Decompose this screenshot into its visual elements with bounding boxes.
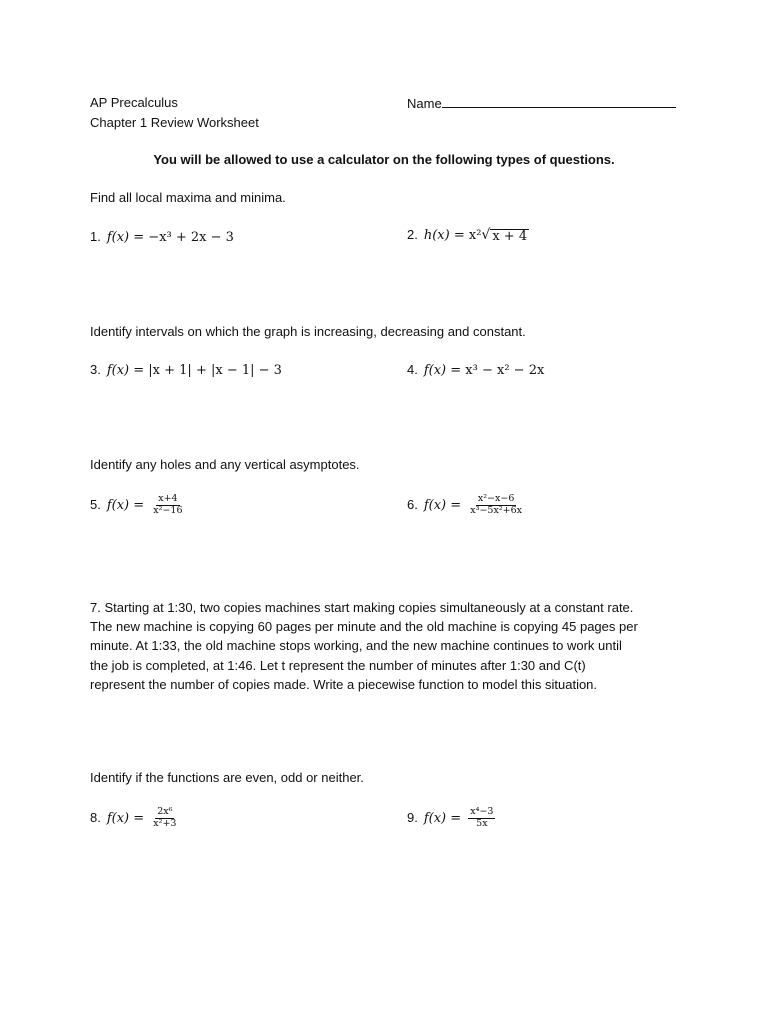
question-7-line: the job is completed, at 1:46. Let t represent the number of minutes after 1:30 and C(t)	[90, 657, 586, 673]
question-3-lhs: f(x) =	[106, 363, 149, 378]
question-5-denominator: x²−16	[153, 504, 183, 516]
question-6-numerator: x²−x−6	[477, 493, 515, 504]
question-8-number: 8.	[90, 809, 101, 825]
question-3	[90, 362, 282, 378]
question-5-fraction	[151, 494, 184, 517]
worksheet-title: Chapter 1 Review Worksheet	[90, 115, 259, 130]
question-2	[407, 227, 529, 245]
question-9	[407, 807, 495, 830]
question-8	[90, 807, 178, 830]
question-5-numerator: x+4	[158, 493, 178, 504]
section-asymptotes-instruction: Identify any holes and any vertical asymptotes.	[90, 457, 360, 472]
question-7-line: The new machine is copying 60 pages per minute and the old machine is copying 45 pages per	[90, 619, 638, 635]
name-field	[407, 95, 676, 111]
course-title: AP Precalculus	[90, 95, 178, 110]
question-9-numerator: x⁴−3	[470, 806, 494, 817]
section-evenodd-instruction: Identify if the functions are even, odd or neither.	[90, 770, 364, 785]
question-4-rhs: x³ − x² − 2x	[465, 363, 545, 378]
question-2-radicand: x + 4	[492, 229, 528, 244]
question-2-lhs: h(x) =	[423, 228, 469, 243]
question-2-number: 2.	[407, 227, 418, 242]
radical-sign-icon: √	[481, 227, 491, 243]
question-8-denominator: x²+3	[153, 817, 177, 829]
question-6	[407, 494, 524, 517]
question-5-lhs: f(x) =	[106, 497, 149, 513]
question-6-denominator: x³−5x²+6x	[470, 504, 522, 516]
name-blank-line	[442, 95, 676, 108]
name-label: Name	[407, 96, 442, 111]
question-9-lhs: f(x) =	[423, 810, 466, 826]
question-1-rhs: −x³ + 2x − 3	[148, 230, 234, 245]
question-1-number: 1.	[90, 229, 101, 244]
section-maxmin-instruction: Find all local maxima and minima.	[90, 190, 286, 205]
question-4	[407, 362, 544, 378]
question-7-line: minute. At 1:33, the old machine stops working, and the new machine continues to work until	[90, 638, 622, 654]
question-7-line: 7. Starting at 1:30, two copies machines start making copies simultaneously at a constant rate.	[90, 600, 634, 615]
question-5-number: 5.	[90, 496, 101, 512]
question-6-lhs: f(x) =	[423, 497, 466, 513]
square-root	[481, 228, 529, 245]
question-4-lhs: f(x) =	[423, 363, 466, 378]
question-9-fraction	[468, 807, 495, 830]
question-3-rhs: |x + 1| + |x − 1| − 3	[148, 363, 282, 378]
calculator-notice: You will be allowed to use a calculator on the following types of questions.	[153, 152, 615, 167]
question-8-fraction	[151, 807, 178, 830]
question-8-numerator: 2x⁶	[157, 806, 173, 817]
question-1-lhs: f(x) =	[106, 230, 149, 245]
section-intervals-instruction: Identify intervals on which the graph is increasing, decreasing and constant.	[90, 324, 526, 339]
question-6-fraction	[468, 494, 524, 517]
question-2-prefactor: x²	[468, 228, 482, 243]
question-5	[90, 494, 185, 517]
question-3-number: 3.	[90, 362, 101, 377]
question-7-paragraph	[90, 598, 670, 694]
question-7-line: represent the number of copies made. Write a piecewise function to model this situation.	[90, 676, 598, 692]
question-6-number: 6.	[407, 496, 418, 512]
question-1	[90, 229, 234, 245]
question-9-number: 9.	[407, 809, 418, 825]
question-9-denominator: 5x	[476, 817, 488, 829]
question-8-lhs: f(x) =	[106, 810, 149, 826]
question-4-number: 4.	[407, 362, 418, 377]
